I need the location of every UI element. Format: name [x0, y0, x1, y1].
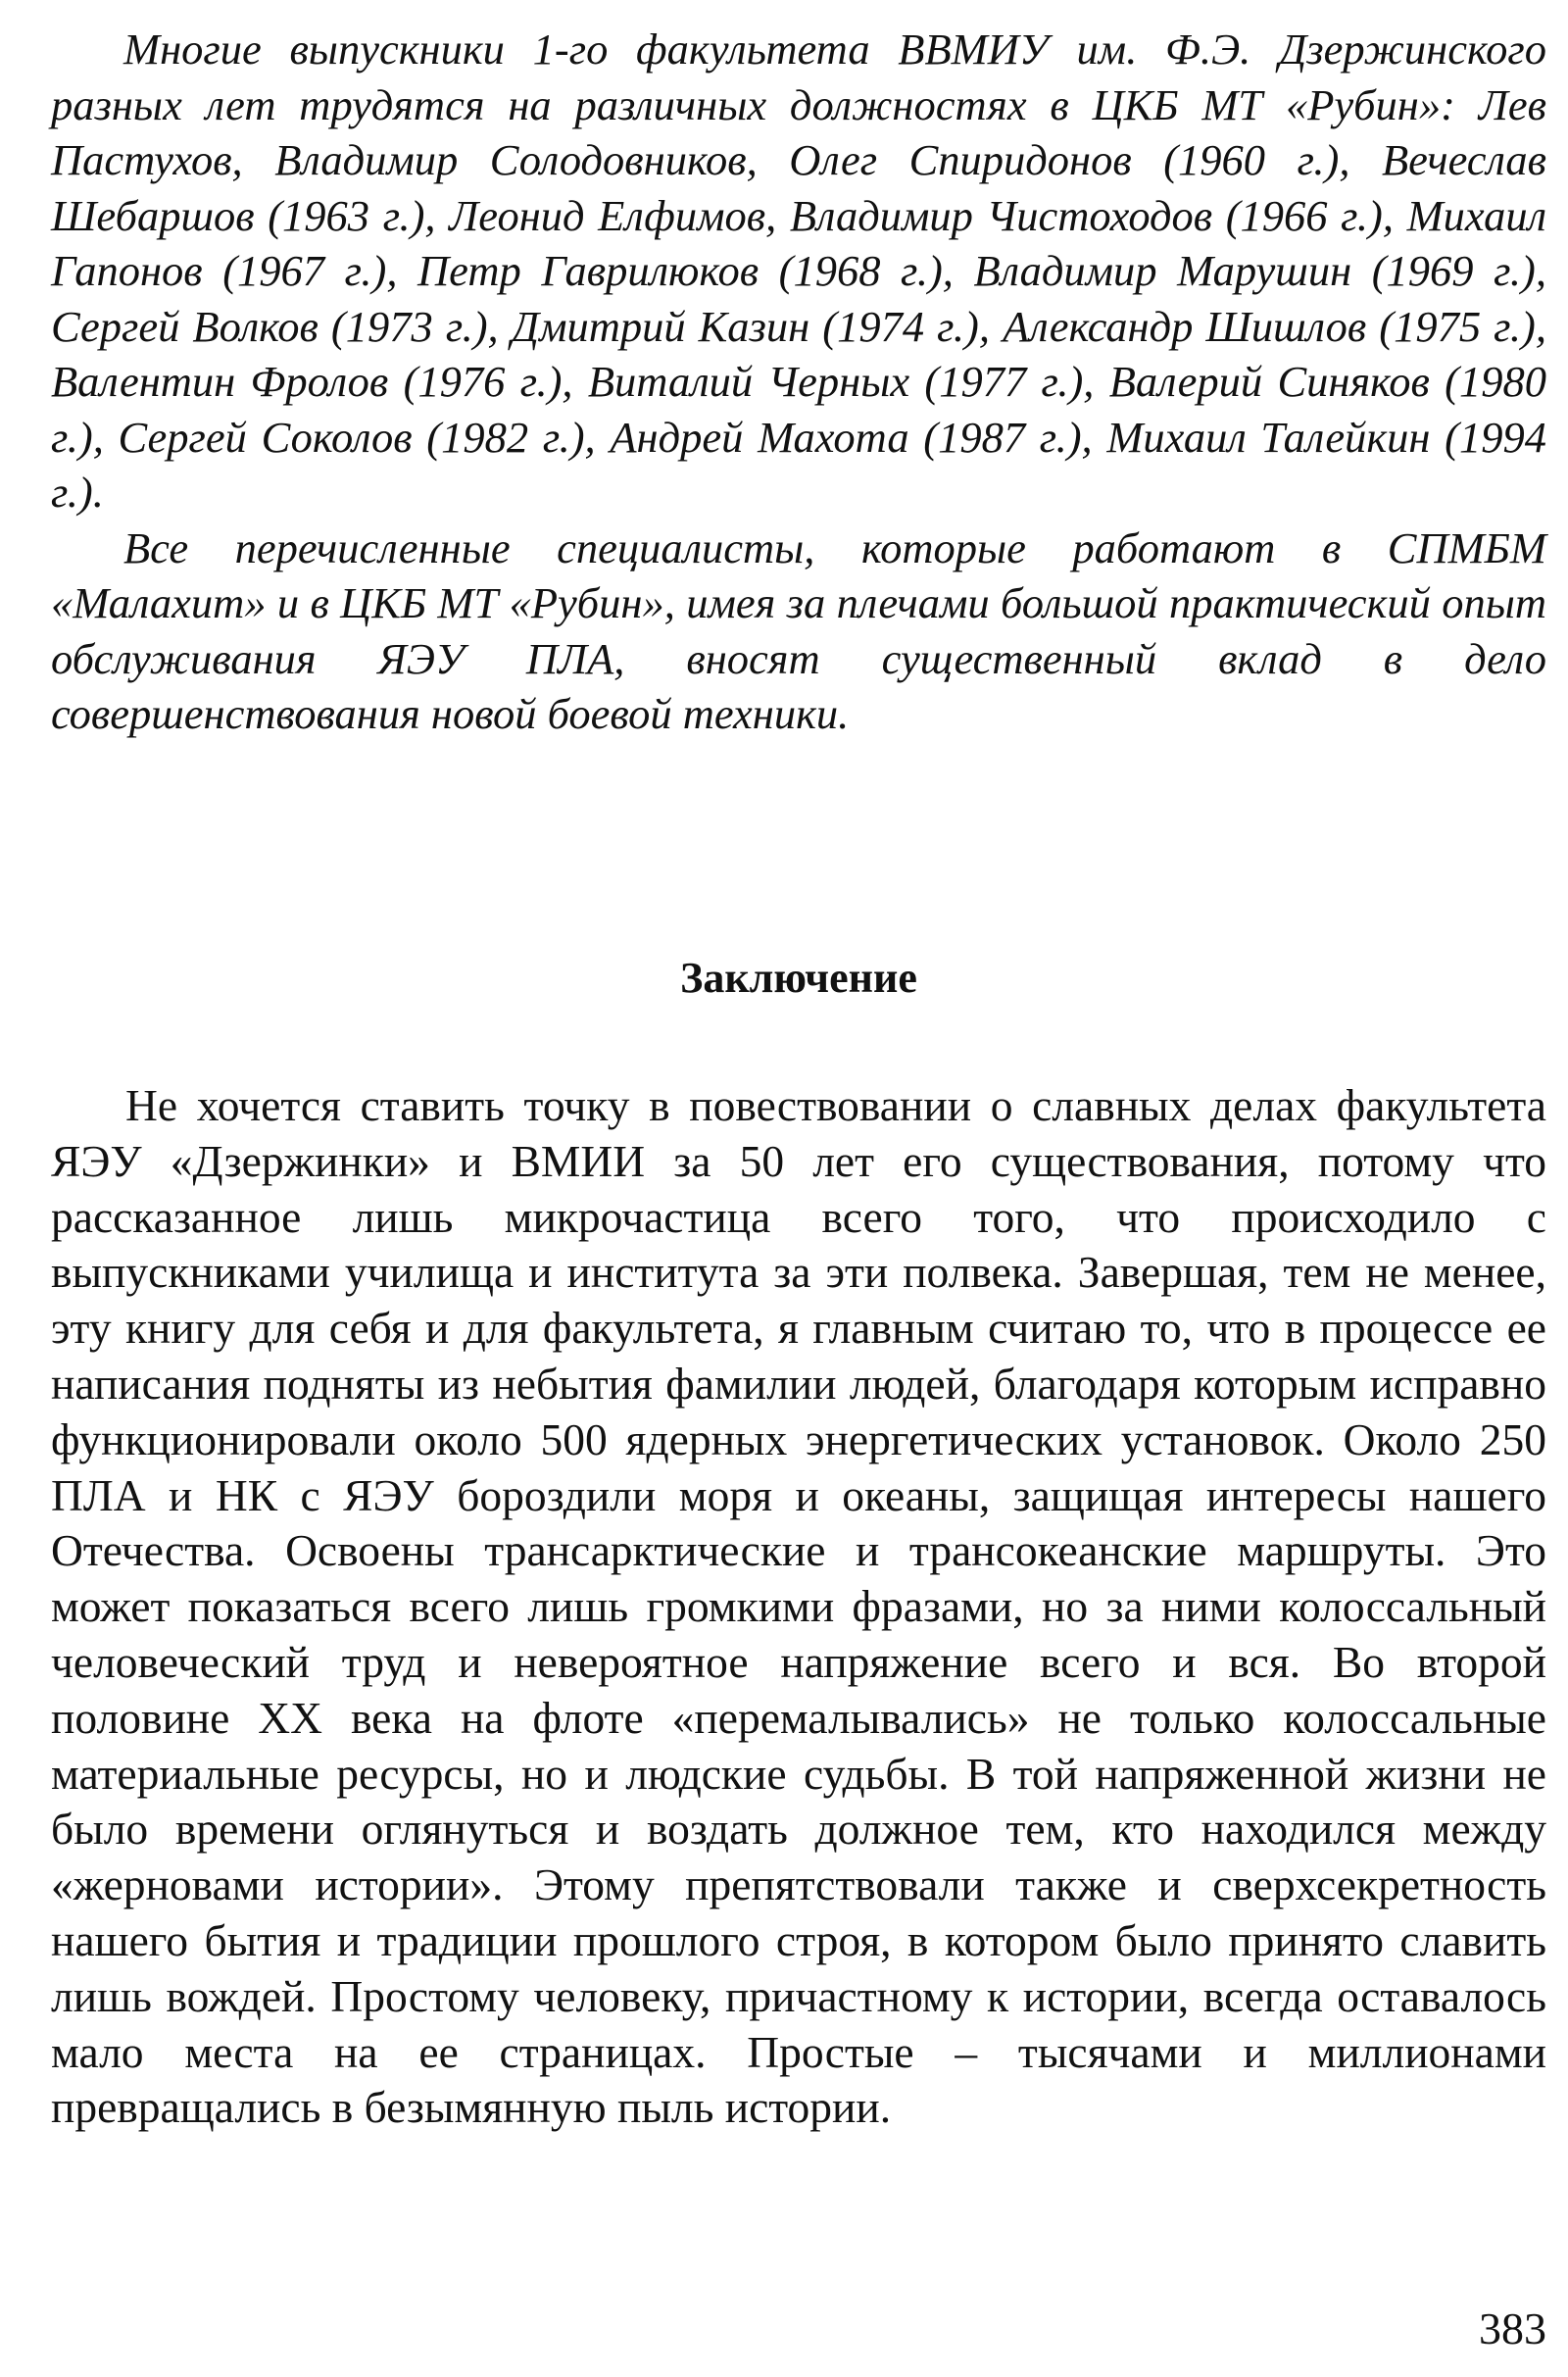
conclusion-body	[51, 1078, 1546, 2136]
conclusion-paragraph: Не хочется ставить точку в повествовании о славных делах факультета ЯЭУ «Дзержинки» и ВМИИ за 50 лет его существования, потому что рассказанное лишь микрочастица всего того, что происходило с выпускниками училища и института за эти полвека. Завершая, тем не менее, эту книгу для себя и для факультета, я главным считаю то, что в процессе ее написания подняты из небытия фамилии людей, благодаря которым исправно функционировали около 500 ядерных энергетических установок. Около 250 ПЛА и НК с ЯЭУ бороздили моря и океаны, защищая интересы нашего Отечества. Освоены трансарктические и трансокеанские маршруты. Это может показаться всего лишь громкими фразами, но за ними колоссальный человеческий труд и невероятное напряжение всего и вся. Во второй половине XX века на флоте «перемалывались» не только колоссальные материальные ресурсы, но и людские судьбы. В той напряженной жизни не было времени оглянуться и воздать должное тем, кто находился между «жерновами истории». Этому препятствовали также и сверхсекретность нашего бытия и традиции прошлого строя, в котором было принято славить лишь вождей. Простому человеку, причастному к истории, всегда оставалось мало места на ее страницах. Простые – тысячами и миллионами превращались в безымянную пыль истории.	[51, 1080, 1546, 2133]
intro-paragraph-specialists: Все перечисленные специалисты, которые работают в СПМБМ «Малахит» и в ЦКБ МТ «Рубин», имея за плечами большой практический опыт обслуживания ЯЭУ ПЛА, вносят существенный вклад в дело совершенствования новой боевой техники.	[51, 522, 1546, 738]
page-number: 383	[1479, 2303, 1546, 2353]
intro-paragraph-graduates: Многие выпускники 1-го факультета ВВМИУ им. Ф.Э. Дзержинского разных лет трудятся на различных должностях в ЦКБ МТ «Рубин»: Лев Пастухов, Владимир Солодовников, Олег Спиридонов (1960 г.), Вечеслав Шебаршов (1963 г.), Леонид Елфимов, Владимир Чистоходов (1966 г.), Михаил Гапонов (1967 г.), Петр Гаврилюков (1968 г.), Владимир Марушин (1969 г.), Сергей Волков (1973 г.), Дмитрий Казин (1974 г.), Александр Шишлов (1975 г.), Валентин Фролов (1976 г.), Виталий Черных (1977 г.), Валерий Синяков (1980 г.), Сергей Соколов (1982 г.), Андрей Махота (1987 г.), Михаил Талейкин (1994 г.).	[51, 25, 1546, 517]
intro-italic-section	[51, 22, 1546, 742]
book-page	[51, 22, 1546, 2133]
section-heading-conclusion: Заключение	[680, 954, 917, 1002]
